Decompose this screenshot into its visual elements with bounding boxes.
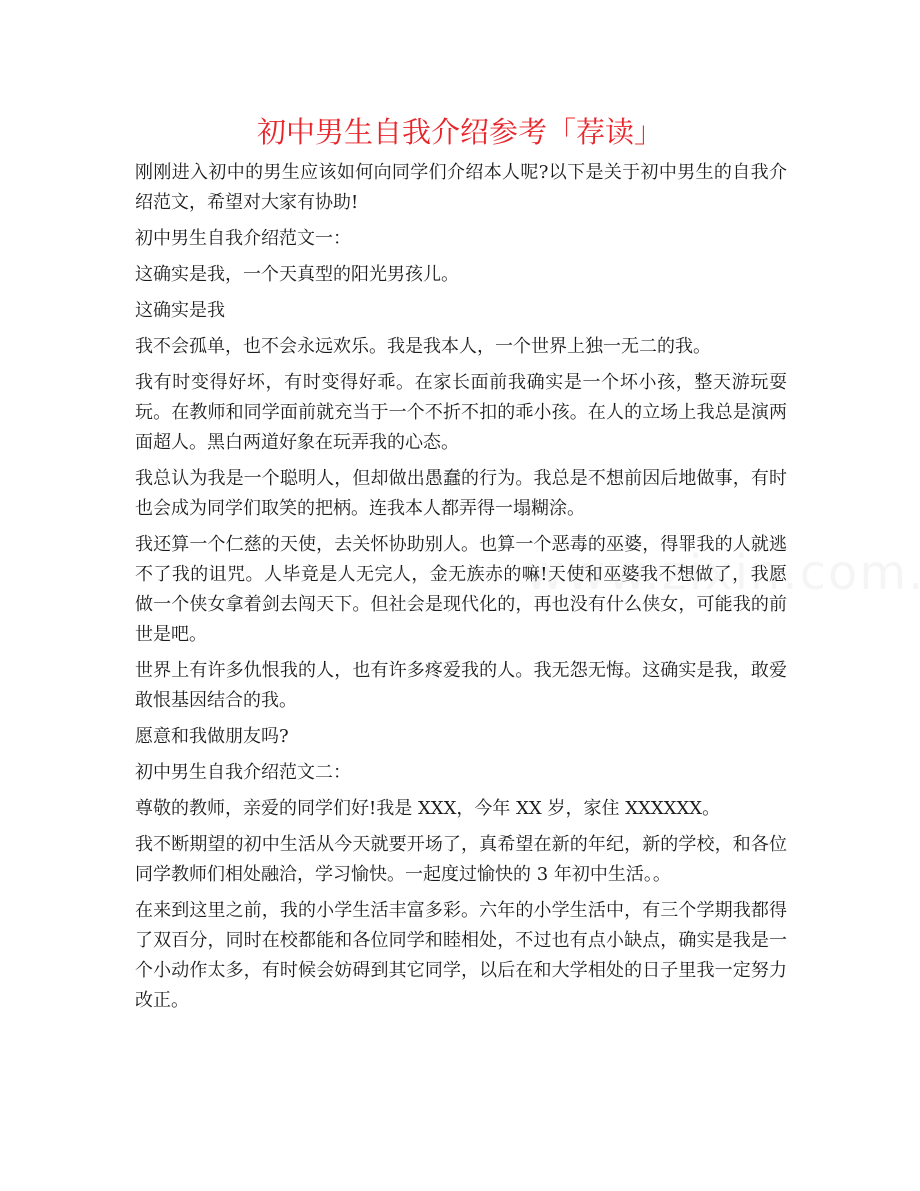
paragraph: 愿意和我做朋友吗? [135, 726, 289, 747]
paragraph: 尊敬的教师，亲爱的同学们好!我是 XXX，今年 XX 岁，家住 XXXXXX。 [135, 798, 721, 819]
paragraph: 我还算一个仁慈的天使，去关怀协助别人。也算一个恶毒的巫婆，得罪我的人就逃不了我的诅咒。人毕竟是人无完人，金无族赤的嘛!天使和巫婆我不想做了，我愿做一个侠女拿着剑去闯天下。但社会是现代化的，再也没有什么侠女，可能我的前世是吧。 [135, 534, 787, 645]
paragraph: 刚刚进入初中的男生应该如何向同学们介绍本人呢?以下是关于初中男生的自我介绍范文，希望对大家有协助! [135, 162, 787, 213]
paragraph: 我有时变得好坏，有时变得好乖。在家长面前我确实是一个坏小孩，整天游玩耍玩。在教师和同学面前就充当于一个不折不扣的乖小孩。在人的立场上我总是演两面超人。黑白两道好象在玩弄我的心态。 [135, 372, 787, 453]
paragraph: 初中男生自我介绍范文一： [135, 228, 351, 249]
paragraph: 我不断期望的初中生活从今天就要开场了，真希望在新的年纪，新的学校，和各位同学教师们相处融洽，学习愉快。一起度过愉快的 3 年初中生活。。 [135, 834, 787, 885]
paragraph: 这确实是我 [135, 300, 225, 321]
paragraph: 初中男生自我介绍范文二： [135, 762, 351, 783]
paragraph: 这确实是我，一个天真型的阳光男孩儿。 [135, 264, 459, 285]
document-title: 初中男生自我介绍参考「荐读」 [256, 115, 663, 149]
paragraph: 我不会孤单，也不会永远欢乐。我是我本人，一个世界上独一无二的我。 [135, 336, 711, 357]
document-body [135, 158, 787, 1022]
paragraph: 世界上有许多仇恨我的人，也有许多疼爱我的人。我无怨无悔。这确实是我，敢爱敢恨基因结合的我。 [135, 660, 787, 711]
paragraph: 在来到这里之前，我的小学生活丰富多彩。六年的小学生活中，有三个学期我都得了双百分，同时在校都能和各位同学和睦相处，不过也有点小缺点，确实是我是一个小动作太多，有时候会妨碍到其它同学，以后在和大学相处的日子里我一定努力改正。 [135, 900, 787, 1011]
paragraph: 我总认为我是一个聪明人，但却做出愚蠢的行为。我总是不想前因后地做事，有时也会成为同学们取笑的把柄。连我本人都弄得一塌糊涂。 [135, 468, 787, 519]
